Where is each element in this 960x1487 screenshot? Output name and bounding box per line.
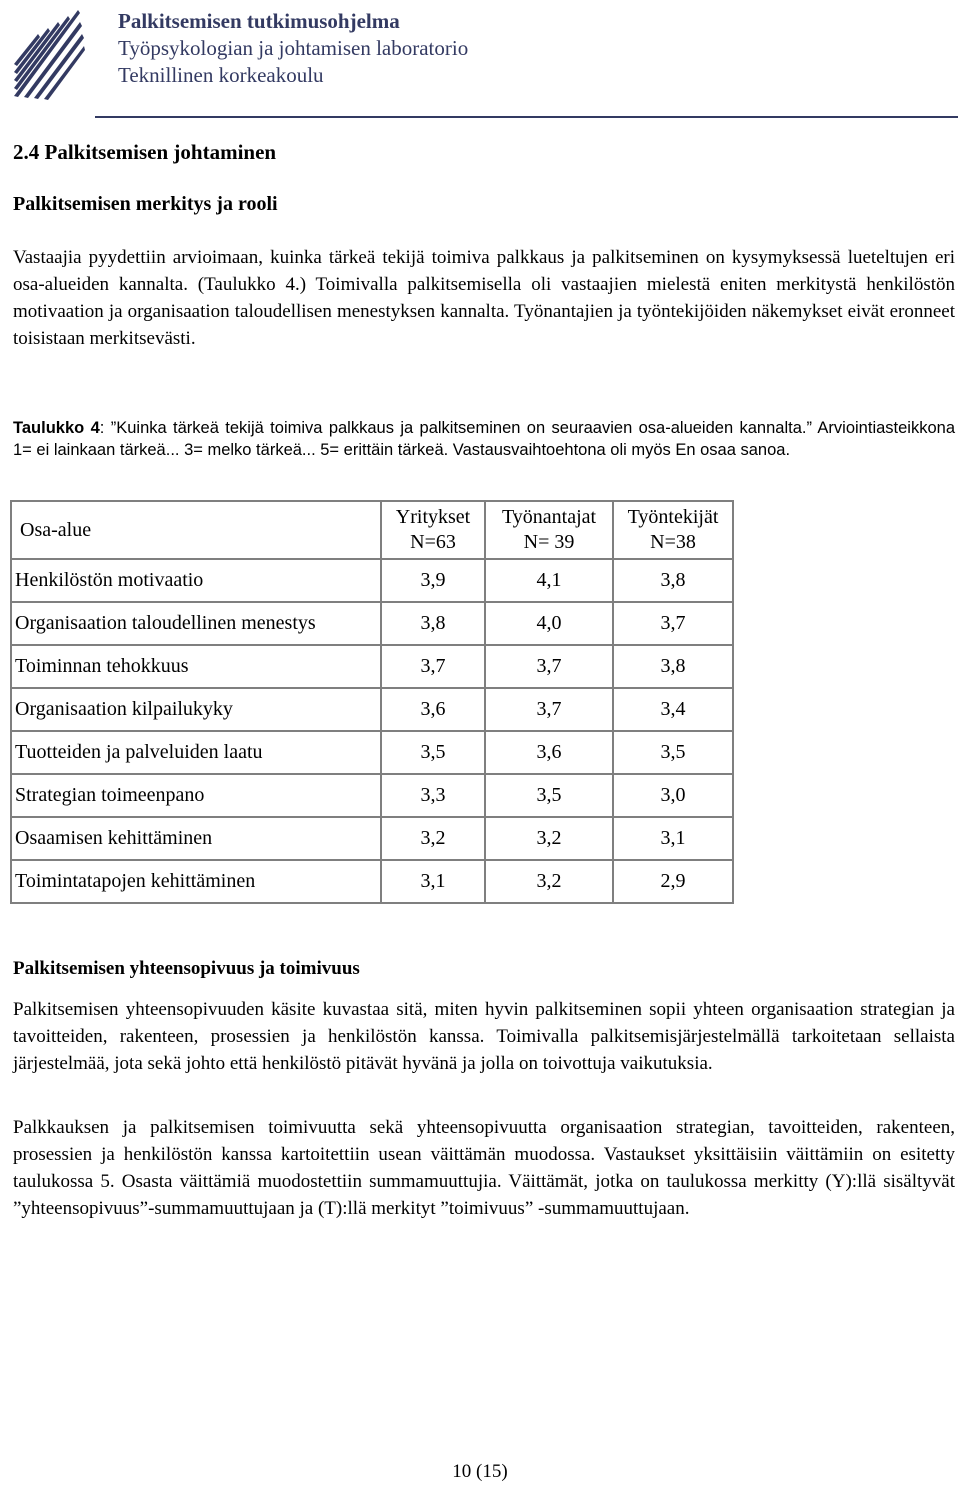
cell-tyonantajat: 3,2 xyxy=(485,860,613,903)
header-tyonantajat: Työnantajat N= 39 xyxy=(485,501,613,559)
table-row xyxy=(11,817,733,860)
cell-yritykset: 3,1 xyxy=(381,860,485,903)
cell-area: Osaamisen kehittäminen xyxy=(11,817,381,860)
section-title: 2.4 Palkitsemisen johtaminen xyxy=(13,140,277,164)
table-caption xyxy=(13,417,955,461)
cell-tyontekijat: 3,5 xyxy=(613,731,733,774)
table-row xyxy=(11,688,733,731)
cell-tyonantajat: 3,6 xyxy=(485,731,613,774)
cell-tyonantajat: 3,2 xyxy=(485,817,613,860)
table-row xyxy=(11,731,733,774)
cell-yritykset: 3,9 xyxy=(381,559,485,602)
cell-tyonantajat: 4,1 xyxy=(485,559,613,602)
header-area: Osa-alue xyxy=(11,501,381,559)
cell-tyontekijat: 3,0 xyxy=(613,774,733,817)
cell-tyonantajat: 4,0 xyxy=(485,602,613,645)
cell-area: Strategian toimeenpano xyxy=(11,774,381,817)
university-name: Teknillinen korkeakoulu xyxy=(118,63,324,87)
cell-tyonantajat: 3,5 xyxy=(485,774,613,817)
cell-yritykset: 3,7 xyxy=(381,645,485,688)
cell-area: Henkilöstön motivaatio xyxy=(11,559,381,602)
cell-area: Tuotteiden ja palveluiden laatu xyxy=(11,731,381,774)
header-yritykset: Yritykset N=63 xyxy=(381,501,485,559)
header-tyontekijat: Työntekijät N=38 xyxy=(613,501,733,559)
table-row xyxy=(11,774,733,817)
cell-tyontekijat: 3,4 xyxy=(613,688,733,731)
cell-area: Toimintatapojen kehittäminen xyxy=(11,860,381,903)
intro-paragraph: Vastaajia pyydettiin arvioimaan, kuinka tärkeä tekijä toimiva palkkaus ja palkitseminen on kysymyksessä lueteltujen eri osa-alueiden kannalta. (Taulukko 4.) Toimivalla palkitsemisella oli vastaajien mielestä eniten merkitystä henkilöstön motivaation ja organisaation taloudellisen menestyksen kannalta. Työnantajien ja työntekijöiden näkemykset eivät eronneet toisistaan merkitsevästi. xyxy=(13,247,955,349)
table-row xyxy=(11,645,733,688)
paragraph-functionality: Palkkauksen ja palkitsemisen toimivuutta sekä yhteensopivuutta organisaation strategian, tavoitteiden, rakenteen, prosessien ja henkilöstön kanssa kartoitettiin usean väittämän muodossa. Vastaukset yksittäisiin väittämiin on esitetty taulukossa 5. Osasta väittämiä muodostettiin summamuuttujia. Väittämät, jotka on taulukossa merkitty (Y):llä sisältyvät ”yhteensopivuus”-summamuuttujaan ja (T):llä merkityt ”toimivuus” -summamuuttujaan. xyxy=(13,1117,955,1219)
program-title: Palkitsemisen tutkimusohjelma xyxy=(118,9,400,33)
table-row xyxy=(11,602,733,645)
subsection-title-2: Palkitsemisen yhteensopivuus ja toimivuus xyxy=(13,958,360,979)
cell-yritykset: 3,8 xyxy=(381,602,485,645)
table-header-row xyxy=(11,501,733,559)
cell-tyontekijat: 3,8 xyxy=(613,645,733,688)
header-divider xyxy=(95,116,958,118)
cell-tyonantajat: 3,7 xyxy=(485,688,613,731)
subsection-title: Palkitsemisen merkitys ja rooli xyxy=(13,193,278,215)
table-row xyxy=(11,860,733,903)
header-text xyxy=(118,8,468,89)
cell-tyonantajat: 3,7 xyxy=(485,645,613,688)
paragraph-compatibility: Palkitsemisen yhteensopivuuden käsite kuvastaa sitä, miten hyvin palkitseminen sopii yhteen organisaation strategian ja tavoitteiden, rakenteen, prosessien ja henkilöstön kanssa. Toimivalla palkitsemisjärjestelmällä tarkoitetaan sellaista järjestelmää, jota sekä johto että henkilöstö pitävät hyvänä ja jolla on toivottuja vaikutuksia. xyxy=(13,999,955,1074)
cell-tyontekijat: 3,1 xyxy=(613,817,733,860)
cell-area: Organisaation kilpailukyky xyxy=(11,688,381,731)
table-row xyxy=(11,559,733,602)
caption-text: : ”Kuinka tärkeä tekijä toimiva palkkaus ja palkitseminen on seuraavien osa-alueiden kannalta.” Arviointiasteikkona 1= ei lainkaan tärkeä... 3= melko tärkeä... 5= erittäin tärkeä. Vastausvaihtoehtona oli myös En osaa sanoa. xyxy=(13,419,955,459)
results-table xyxy=(10,500,734,904)
university-logo-icon xyxy=(8,4,86,104)
cell-area: Organisaation taloudellinen menestys xyxy=(11,602,381,645)
cell-yritykset: 3,5 xyxy=(381,731,485,774)
cell-yritykset: 3,2 xyxy=(381,817,485,860)
caption-label: Taulukko 4 xyxy=(13,419,100,437)
cell-tyontekijat: 2,9 xyxy=(613,860,733,903)
page-number: 10 (15) xyxy=(452,1461,508,1482)
cell-yritykset: 3,6 xyxy=(381,688,485,731)
page-header xyxy=(0,0,960,122)
cell-tyontekijat: 3,8 xyxy=(613,559,733,602)
cell-yritykset: 3,3 xyxy=(381,774,485,817)
laboratory-name: Työpsykologian ja johtamisen laboratorio xyxy=(118,36,469,60)
cell-tyontekijat: 3,7 xyxy=(613,602,733,645)
cell-area: Toiminnan tehokkuus xyxy=(11,645,381,688)
